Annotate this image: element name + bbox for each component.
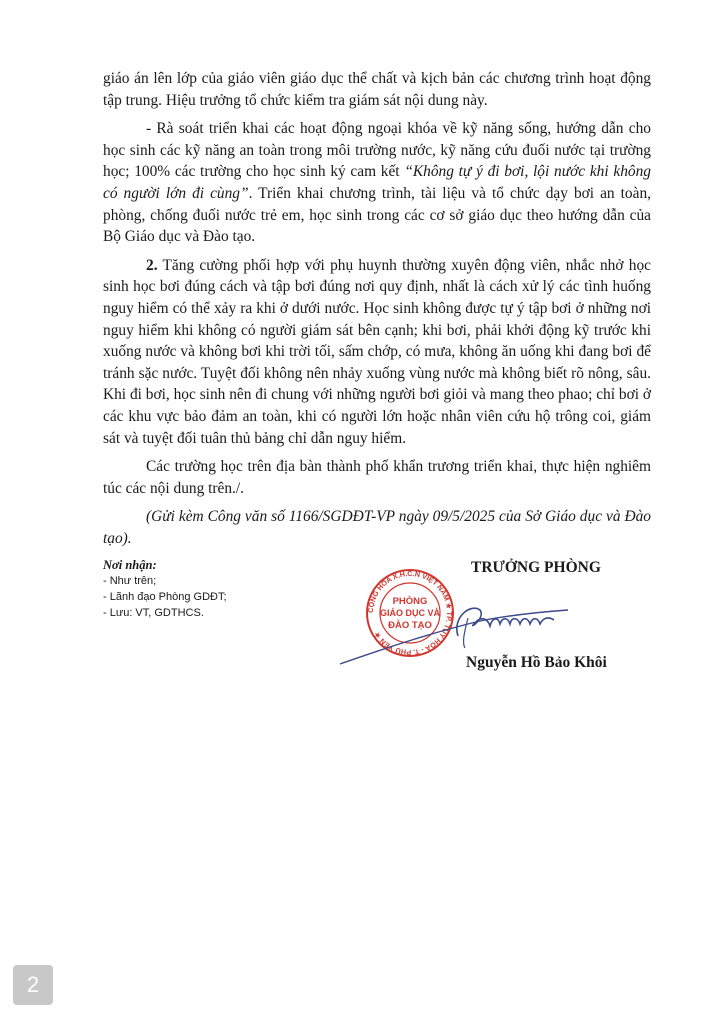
paragraph-2: - Rà soát triển khai các hoạt động ngoại khóa về kỹ năng sống, hướng dẫn cho học sinh các kỹ năng an toàn trong môi trường nước, kỹ năng cứu đuối nước tại trường học; 100% các trường cho học sinh ký cam kết “Không tự ý đi bơi, lội nước khi không có người lớn đi cùng”. Triển khai chương trình, tài liệu và tổ chức dạy bơi an toàn, phòng, chống đuối nước trẻ em, học sinh trong các cơ sở giáo dục theo hướng dẫn của Bộ Giáo dục và Đào tạo. xyxy=(103,120,651,246)
recipient-item: - Lãnh đạo Phòng GDĐT; xyxy=(103,591,227,603)
item-number: 2. xyxy=(146,256,158,274)
recipients-block xyxy=(103,557,343,621)
paragraph-3: 2. Tăng cường phối hợp với phụ huynh thường xuyên động viên, nhắc nhở học sinh học bơi đúng cách và tập bơi đúng nơi quy định, nhất là cách xử lý các tình huống nguy hiểm có thể xảy ra khi ở dưới nước. Học sinh không được tự ý tập bơi ở những nơi nguy hiểm khi không có người giám sát bên cạnh; khi bơi, phải khởi động kỹ trước khi xuống nước và không bơi khi trời tối, sấm chớp, có mưa, không ăn uống khi đang bơi để tránh sặc nước. Tuyệt đối không nên nhảy xuống vùng nước mà không biết rõ nông, sâu. Khi đi bơi, học sinh nên đi chung với những người bơi giỏi và mang theo phao; chỉ bơi ở các khu vực bảo đảm an toàn, khi có người lớn hoặc nhân viên cứu hộ trông coi, giám sát và tuyệt đối tuân thủ bảng chỉ dẫn nguy hiểm. xyxy=(103,256,651,447)
signer-name: Nguyễn Hồ Bảo Khôi xyxy=(466,654,607,671)
paragraph-4: Các trường học trên địa bàn thành phố khẩn trương triển khai, thực hiện nghiêm túc các nội dung trên./. xyxy=(103,458,651,497)
svg-text:ĐÀO TẠO: ĐÀO TẠO xyxy=(388,620,432,631)
commitment-quote: “Không tự ý đi bơi, lội nước khi không có người lớn đi cùng” xyxy=(103,163,651,202)
signer-position: TRƯỞNG PHÒNG xyxy=(471,559,601,576)
svg-text:GIÁO DỤC VÀ: GIÁO DỤC VÀ xyxy=(379,608,441,618)
paragraph-1: giáo án lên lớp của giáo viên giáo dục thể chất và kịch bản các chương trình hoạt động tập trung. Hiệu trưởng tổ chức kiểm tra giám sát nội dung này. xyxy=(103,70,651,109)
page-number-badge: 2 xyxy=(13,965,53,1005)
svg-text:PHÒNG: PHÒNG xyxy=(392,596,428,607)
recipient-item: - Lưu: VT, GDTHCS. xyxy=(103,607,204,619)
recipient-item: - Như trên; xyxy=(103,575,157,587)
document-body xyxy=(103,68,651,556)
attachment-note: (Gửi kèm Công văn số 1166/SGDĐT-VP ngày 09/5/2025 của Sở Giáo dục và Đào tạo). xyxy=(103,508,651,547)
svg-text:CỘNG HÒA X.H.C.N VIỆT NAM ★ TP: CỘNG HÒA X.H.C.N VIỆT NAM ★ TP. TUY HÒA - T. PHÚ YÊN ★ xyxy=(365,568,455,658)
recipients-title: Nơi nhận: xyxy=(103,558,157,572)
